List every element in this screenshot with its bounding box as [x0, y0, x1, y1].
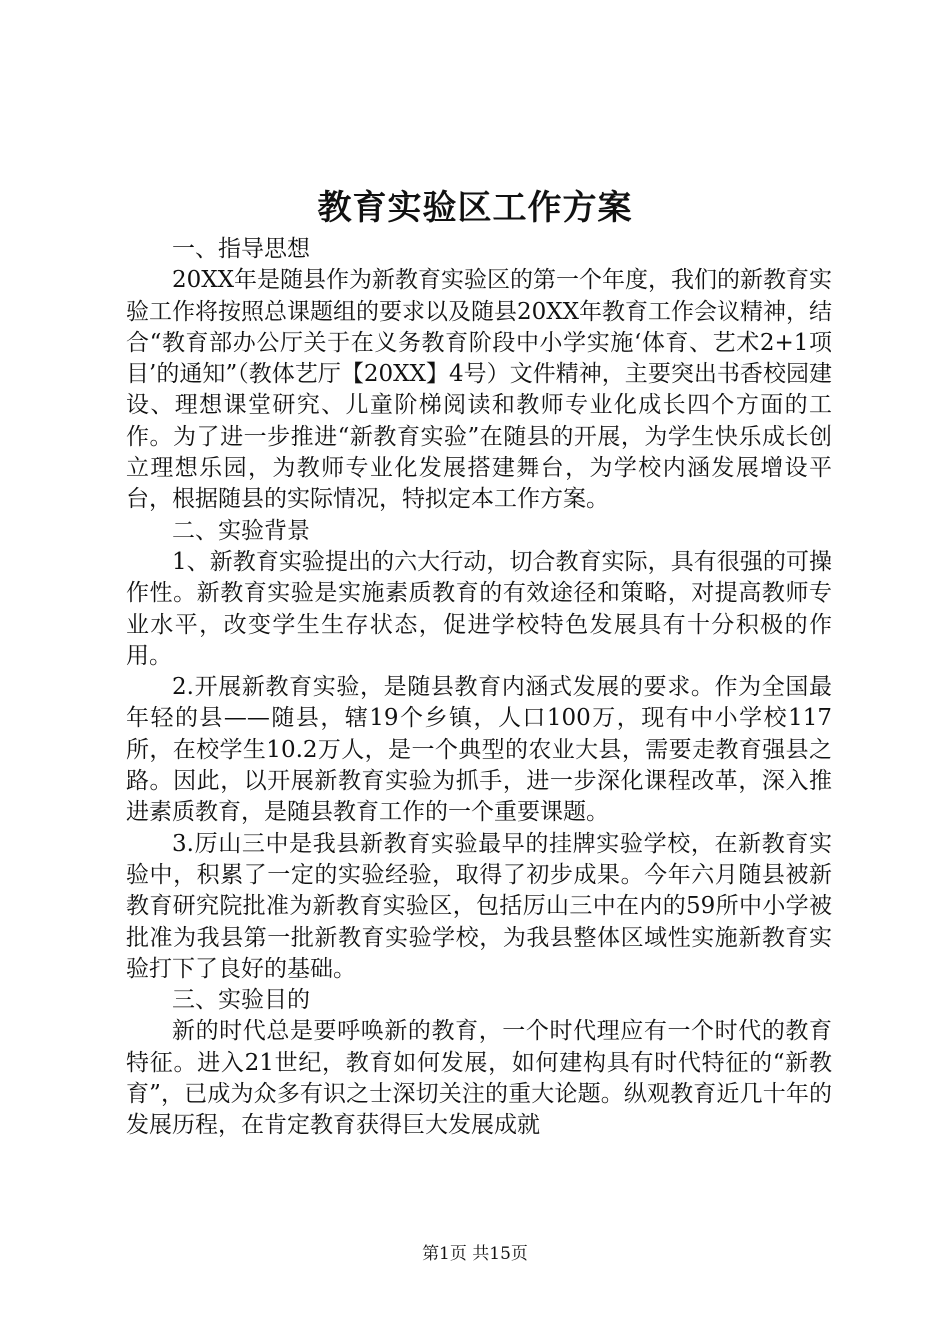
document-body [126, 234, 832, 1142]
paragraph-background-1: 1、新教育实验提出的六大行动，切合教育实际，具有很强的可操作性。新教育实验是实施素质教育的有效途径和策略，对提高教师专业水平，改变学生生存状态，促进学校特色发展具有十分积极的作用。 [126, 548, 832, 669]
section-heading-purpose: 三、实验目的 [172, 987, 310, 1014]
paragraph-purpose: 新的时代总是要呼唤新的教育，一个时代理应有一个时代的教育特征。进入21世纪，教育如何发展，如何建构具有时代特征的“新教育”，已成为众多有识之士深切关注的重大论题。纵观教育近几十年的发展历程，在肯定教育获得巨大发展成就 [126, 1018, 832, 1139]
paragraph-background-3: 3.厉山三中是我县新教育实验最早的挂牌实验学校，在新教育实验中，积累了一定的实验经验，取得了初步成果。今年六月随县被新教育研究院批准为新教育实验区，包括厉山三中在内的59所中小学被批准为我县第一批新教育实验学校，为我县整体区域性实施新教育实验打下了良好的基础。 [126, 830, 832, 982]
document-title: 教育实验区工作方案 [317, 188, 633, 228]
page-number-footer: 第1页 共15页 [422, 1244, 528, 1264]
paragraph-background-2: 2.开展新教育实验，是随县教育内涵式发展的要求。作为全国最年轻的县——随县，辖19个乡镇，人口100万，现有中小学校117所，在校学生10.2万人，是一个典型的农业大县，需要走教育强县之路。因此，以开展新教育实验为抓手，进一步深化课程改革，深入推进素质教育，是随县教育工作的一个重要课题。 [126, 674, 832, 826]
section-heading-guiding-thought: 一、指导思想 [172, 236, 310, 262]
paragraph-guiding-thought: 20XX年是随县作为新教育实验区的第一个年度，我们的新教育实验工作将按照总课题组的要求以及随县20XX年教育工作会议精神，结合“教育部办公厅关于在义务教育阶段中小学实施‘体育、艺术2+1项目’的通知”（教体艺厅【20XX】4号）文件精神，主要突出书香校园建设、理想课堂研究、儿童阶梯阅读和教师专业化成长四个方面的工作。为了进一步推进“新教育实验”在随县的开展，为学生快乐成长创立理想乐园，为教师专业化发展搭建舞台，为学校内涵发展增设平台，根据随县的实际情况，特拟定本工作方案。 [126, 267, 833, 513]
section-heading-background: 二、实验背景 [172, 517, 310, 544]
